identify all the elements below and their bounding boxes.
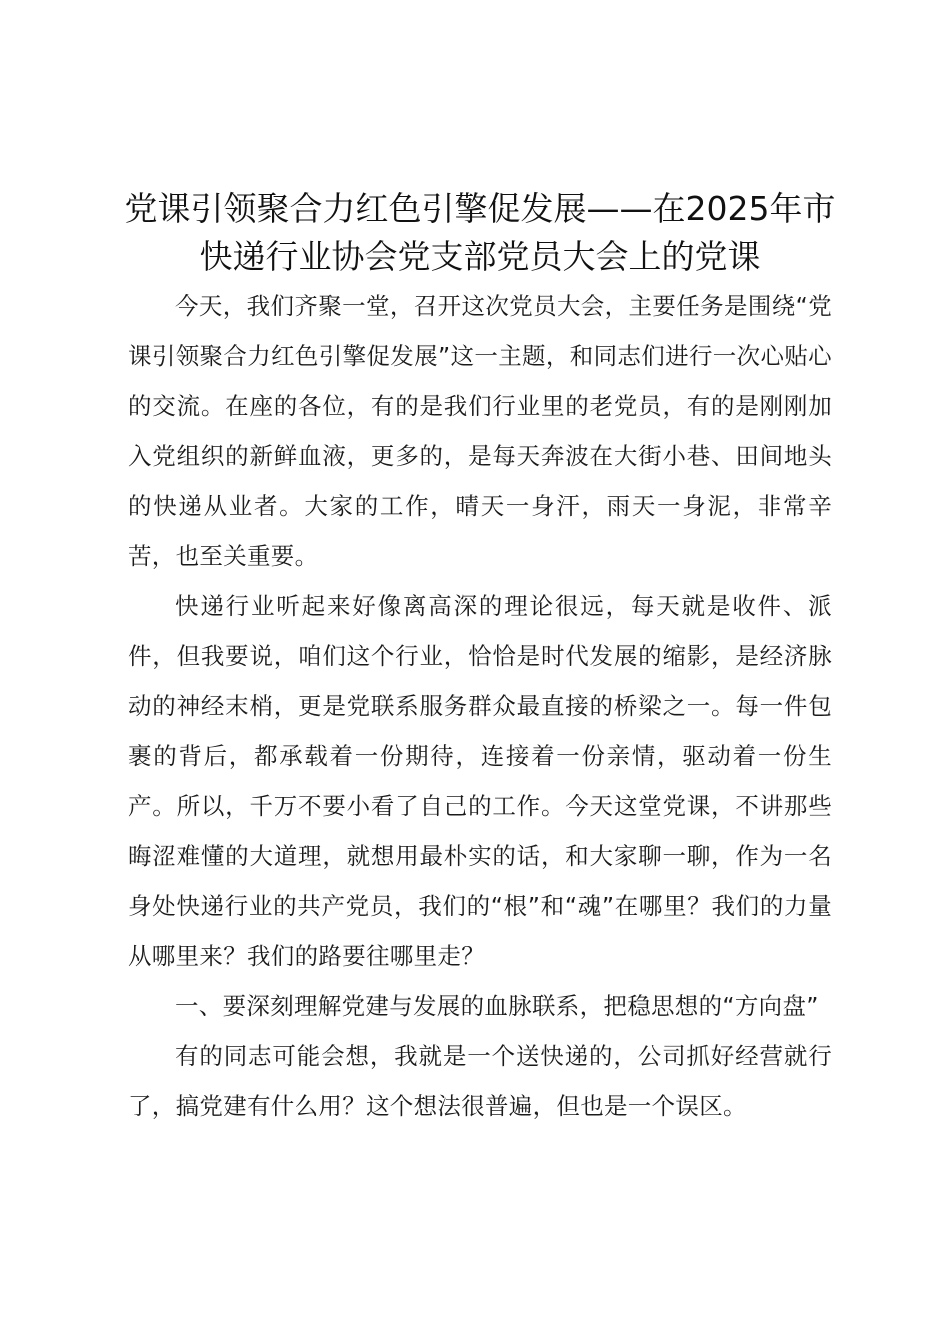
document-title: 党课引领聚合力红色引擎促发展——在2025年市快递行业协会党支部党员大会上的党课 — [124, 189, 836, 276]
document-page — [124, 185, 836, 1131]
intro-paragraph: 今天，我们齐聚一堂，召开这次党员大会，主要任务是围绕“党课引领聚合力红色引擎促发展”这一主题，和同志们进行一次心贴心的交流。在座的各位，有的是我们行业里的老党员，有的是刚刚加入党组织的新鲜血液，更多的，是每天奔波在大街小巷、田间地头的快递从业者。大家的工作，晴天一身汗，雨天一身泥，非常辛苦，也至关重要。 — [128, 292, 832, 570]
body-paragraph: 快递行业听起来好像离高深的理论很远，每天就是收件、派件，但我要说，咱们这个行业，恰恰是时代发展的缩影，是经济脉动的神经末梢，更是党联系服务群众最直接的桥梁之一。每一件包裹的背后，都承载着一份期待，连接着一份亲情，驱动着一份生产。所以，千万不要小看了自己的工作。今天这堂党课，不讲那些晦涩难懂的大道理，就想用最朴实的话，和大家聊一聊，作为一名身处快递行业的共产党员，我们的“根”和“魂”在哪里？我们的力量从哪里来？我们的路要往哪里走？ — [128, 592, 832, 970]
section-paragraph: 有的同志可能会想，我就是一个送快递的，公司抓好经营就行了，搞党建有什么用？这个想法很普遍，但也是一个误区。 — [128, 1042, 832, 1120]
section-heading: 一、要深刻理解党建与发展的血脉联系，把稳思想的“方向盘” — [175, 992, 819, 1020]
